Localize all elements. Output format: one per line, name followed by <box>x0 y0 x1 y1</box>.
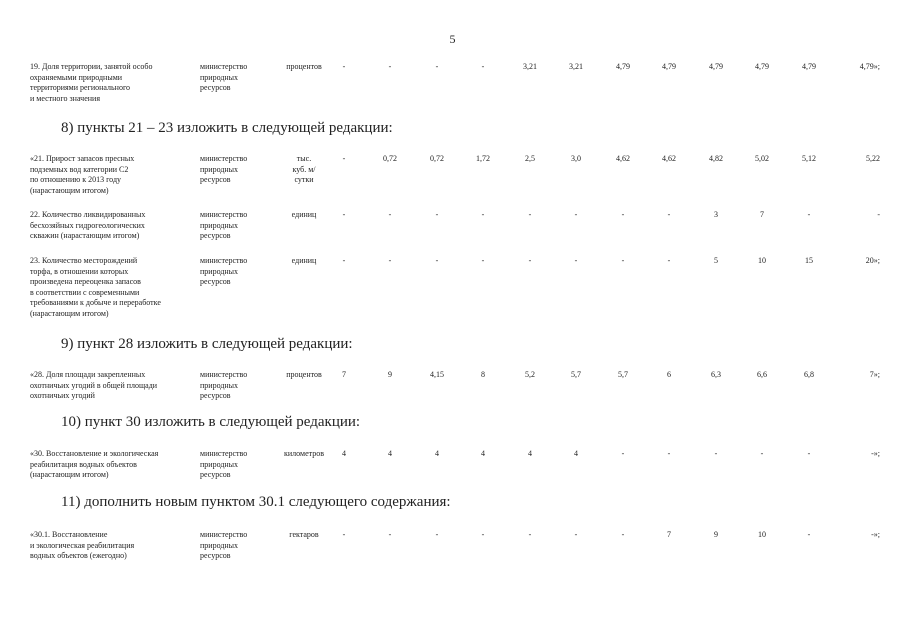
value-cell: 1,72 <box>476 154 490 163</box>
value-cell: - <box>714 449 718 458</box>
value-cell: 0,72 <box>383 154 397 163</box>
value-cell: 3,21 <box>523 62 537 71</box>
value-cell: - <box>342 154 346 163</box>
value-cell: -»; <box>871 449 880 458</box>
value-cell: 10 <box>758 256 766 265</box>
value-cell: - <box>342 256 346 265</box>
value-cell: 4,79»; <box>859 62 880 71</box>
value-cell: 4,62 <box>662 154 676 163</box>
table-row <box>30 62 880 122</box>
indicator-name: 22. Количество ликвидированных бесхозяйных гидрогеологических скважин (нарастающим итогом) <box>30 210 146 240</box>
value-cell: - <box>388 530 392 539</box>
value-cell: 4,82 <box>709 154 723 163</box>
value-cell: -»; <box>871 530 880 539</box>
value-cell: - <box>388 256 392 265</box>
value-cell: - <box>760 449 764 458</box>
value-cell: - <box>574 210 578 219</box>
value-cell: 4,79 <box>802 62 816 71</box>
value-cell: 4,15 <box>430 370 444 379</box>
value-cell: - <box>481 210 485 219</box>
value-cell: - <box>621 256 625 265</box>
value-cell: - <box>621 210 625 219</box>
value-cell: 4,79 <box>662 62 676 71</box>
indicator-name: «30.1. Восстановление и экологическая реабилитация водных объектов (ежегодно) <box>30 530 135 560</box>
unit: гектаров <box>289 530 319 539</box>
table-row <box>30 530 880 590</box>
value-cell: - <box>528 530 532 539</box>
section-heading-8: 8) пункты 21 – 23 изложить в следующей редакции: <box>61 120 393 136</box>
value-cell: - <box>342 530 346 539</box>
value-cell: - <box>481 256 485 265</box>
value-cell: 4 <box>528 449 532 458</box>
value-cell: 6 <box>667 370 671 379</box>
value-cell: - <box>877 210 880 219</box>
value-cell: 6,8 <box>804 370 814 379</box>
value-cell: 5,12 <box>802 154 816 163</box>
responsible-ministry: министерство природных ресурсов <box>200 370 248 400</box>
value-cell: - <box>342 210 346 219</box>
responsible-ministry: министерство природных ресурсов <box>200 449 248 479</box>
value-cell: 7 <box>342 370 346 379</box>
value-cell: - <box>574 530 578 539</box>
indicator-name: «30. Восстановление и экологическая реабилитация водных объектов (нарастающим итогом) <box>30 449 159 479</box>
responsible-ministry: министерство природных ресурсов <box>200 256 248 286</box>
value-cell: - <box>667 256 671 265</box>
value-cell: - <box>435 62 439 71</box>
value-cell: 7 <box>667 530 671 539</box>
value-cell: - <box>435 530 439 539</box>
value-cell: - <box>667 449 671 458</box>
value-cell: - <box>528 210 532 219</box>
responsible-ministry: министерство природных ресурсов <box>200 154 248 184</box>
value-cell: - <box>435 210 439 219</box>
value-cell: - <box>807 530 811 539</box>
value-cell: 4 <box>435 449 439 458</box>
value-cell: - <box>388 62 392 71</box>
page-number: 5 <box>449 32 456 46</box>
unit: процентов <box>286 370 322 379</box>
value-cell: 5,2 <box>525 370 535 379</box>
value-cell: 4 <box>342 449 346 458</box>
value-cell: 4 <box>481 449 485 458</box>
indicator-name: 23. Количество месторождений торфа, в отношении которых произведена переоценка запасов в соответствии с современными требованиями к добыче и переработке (нарастающим итогом) <box>30 256 161 318</box>
value-cell: 4,79 <box>616 62 630 71</box>
value-cell: - <box>528 256 532 265</box>
unit: километров <box>284 449 324 458</box>
value-cell: 3,0 <box>571 154 581 163</box>
value-cell: 3 <box>714 210 718 219</box>
value-cell: 7»; <box>869 370 880 379</box>
section-heading-10: 10) пункт 30 изложить в следующей редакции: <box>61 414 361 430</box>
table-row <box>30 154 880 214</box>
responsible-ministry: министерство природных ресурсов <box>200 62 248 92</box>
value-cell: 5,22 <box>866 154 880 163</box>
value-cell: 10 <box>758 530 766 539</box>
value-cell: - <box>435 256 439 265</box>
value-cell: - <box>388 210 392 219</box>
value-cell: 5,02 <box>755 154 769 163</box>
indicator-name: «21. Прирост запасов пресных подземных вод категории С2 по отношению к 2013 году (нарастающим итогом) <box>30 154 135 195</box>
value-cell: - <box>667 210 671 219</box>
value-cell: 5,7 <box>571 370 581 379</box>
unit: процентов <box>286 62 322 71</box>
value-cell: 4,79 <box>755 62 769 71</box>
responsible-ministry: министерство природных ресурсов <box>200 530 248 560</box>
value-cell: 4 <box>574 449 578 458</box>
section-heading-9: 9) пункт 28 изложить в следующей редакции: <box>61 336 353 352</box>
value-cell: - <box>574 256 578 265</box>
value-cell: 9 <box>714 530 718 539</box>
unit: единиц <box>291 210 317 219</box>
value-cell: 6,3 <box>711 370 721 379</box>
value-cell: 8 <box>481 370 485 379</box>
indicator-name: «28. Доля площади закрепленных охотничьих угодий в общей площади охотничьих угодий <box>30 370 158 400</box>
value-cell: 6,6 <box>757 370 767 379</box>
value-cell: 4,62 <box>616 154 630 163</box>
value-cell: 9 <box>388 370 392 379</box>
value-cell: 4,79 <box>709 62 723 71</box>
indicator-name: 19. Доля территории, занятой особо охраняемыми природными территориями регионального и местного значения <box>30 62 153 103</box>
value-cell: 15 <box>805 256 813 265</box>
value-cell: - <box>807 210 811 219</box>
value-cell: 20»; <box>865 256 880 265</box>
value-cell: - <box>621 530 625 539</box>
value-cell: - <box>342 62 346 71</box>
value-cell: 5 <box>714 256 718 265</box>
value-cell: 7 <box>760 210 764 219</box>
value-cell: 5,7 <box>618 370 628 379</box>
value-cell: 4 <box>388 449 392 458</box>
unit: тыс. куб. м/ сутки <box>292 154 316 184</box>
value-cell: - <box>621 449 625 458</box>
section-heading-11: 11) дополнить новым пунктом 30.1 следующего содержания: <box>61 494 451 510</box>
value-cell: - <box>807 449 811 458</box>
value-cell: - <box>481 530 485 539</box>
value-cell: - <box>481 62 485 71</box>
value-cell: 0,72 <box>430 154 444 163</box>
value-cell: 2,5 <box>525 154 535 163</box>
value-cell: 3,21 <box>569 62 583 71</box>
table-row <box>30 256 880 326</box>
responsible-ministry: министерство природных ресурсов <box>200 210 248 240</box>
unit: единиц <box>291 256 317 265</box>
